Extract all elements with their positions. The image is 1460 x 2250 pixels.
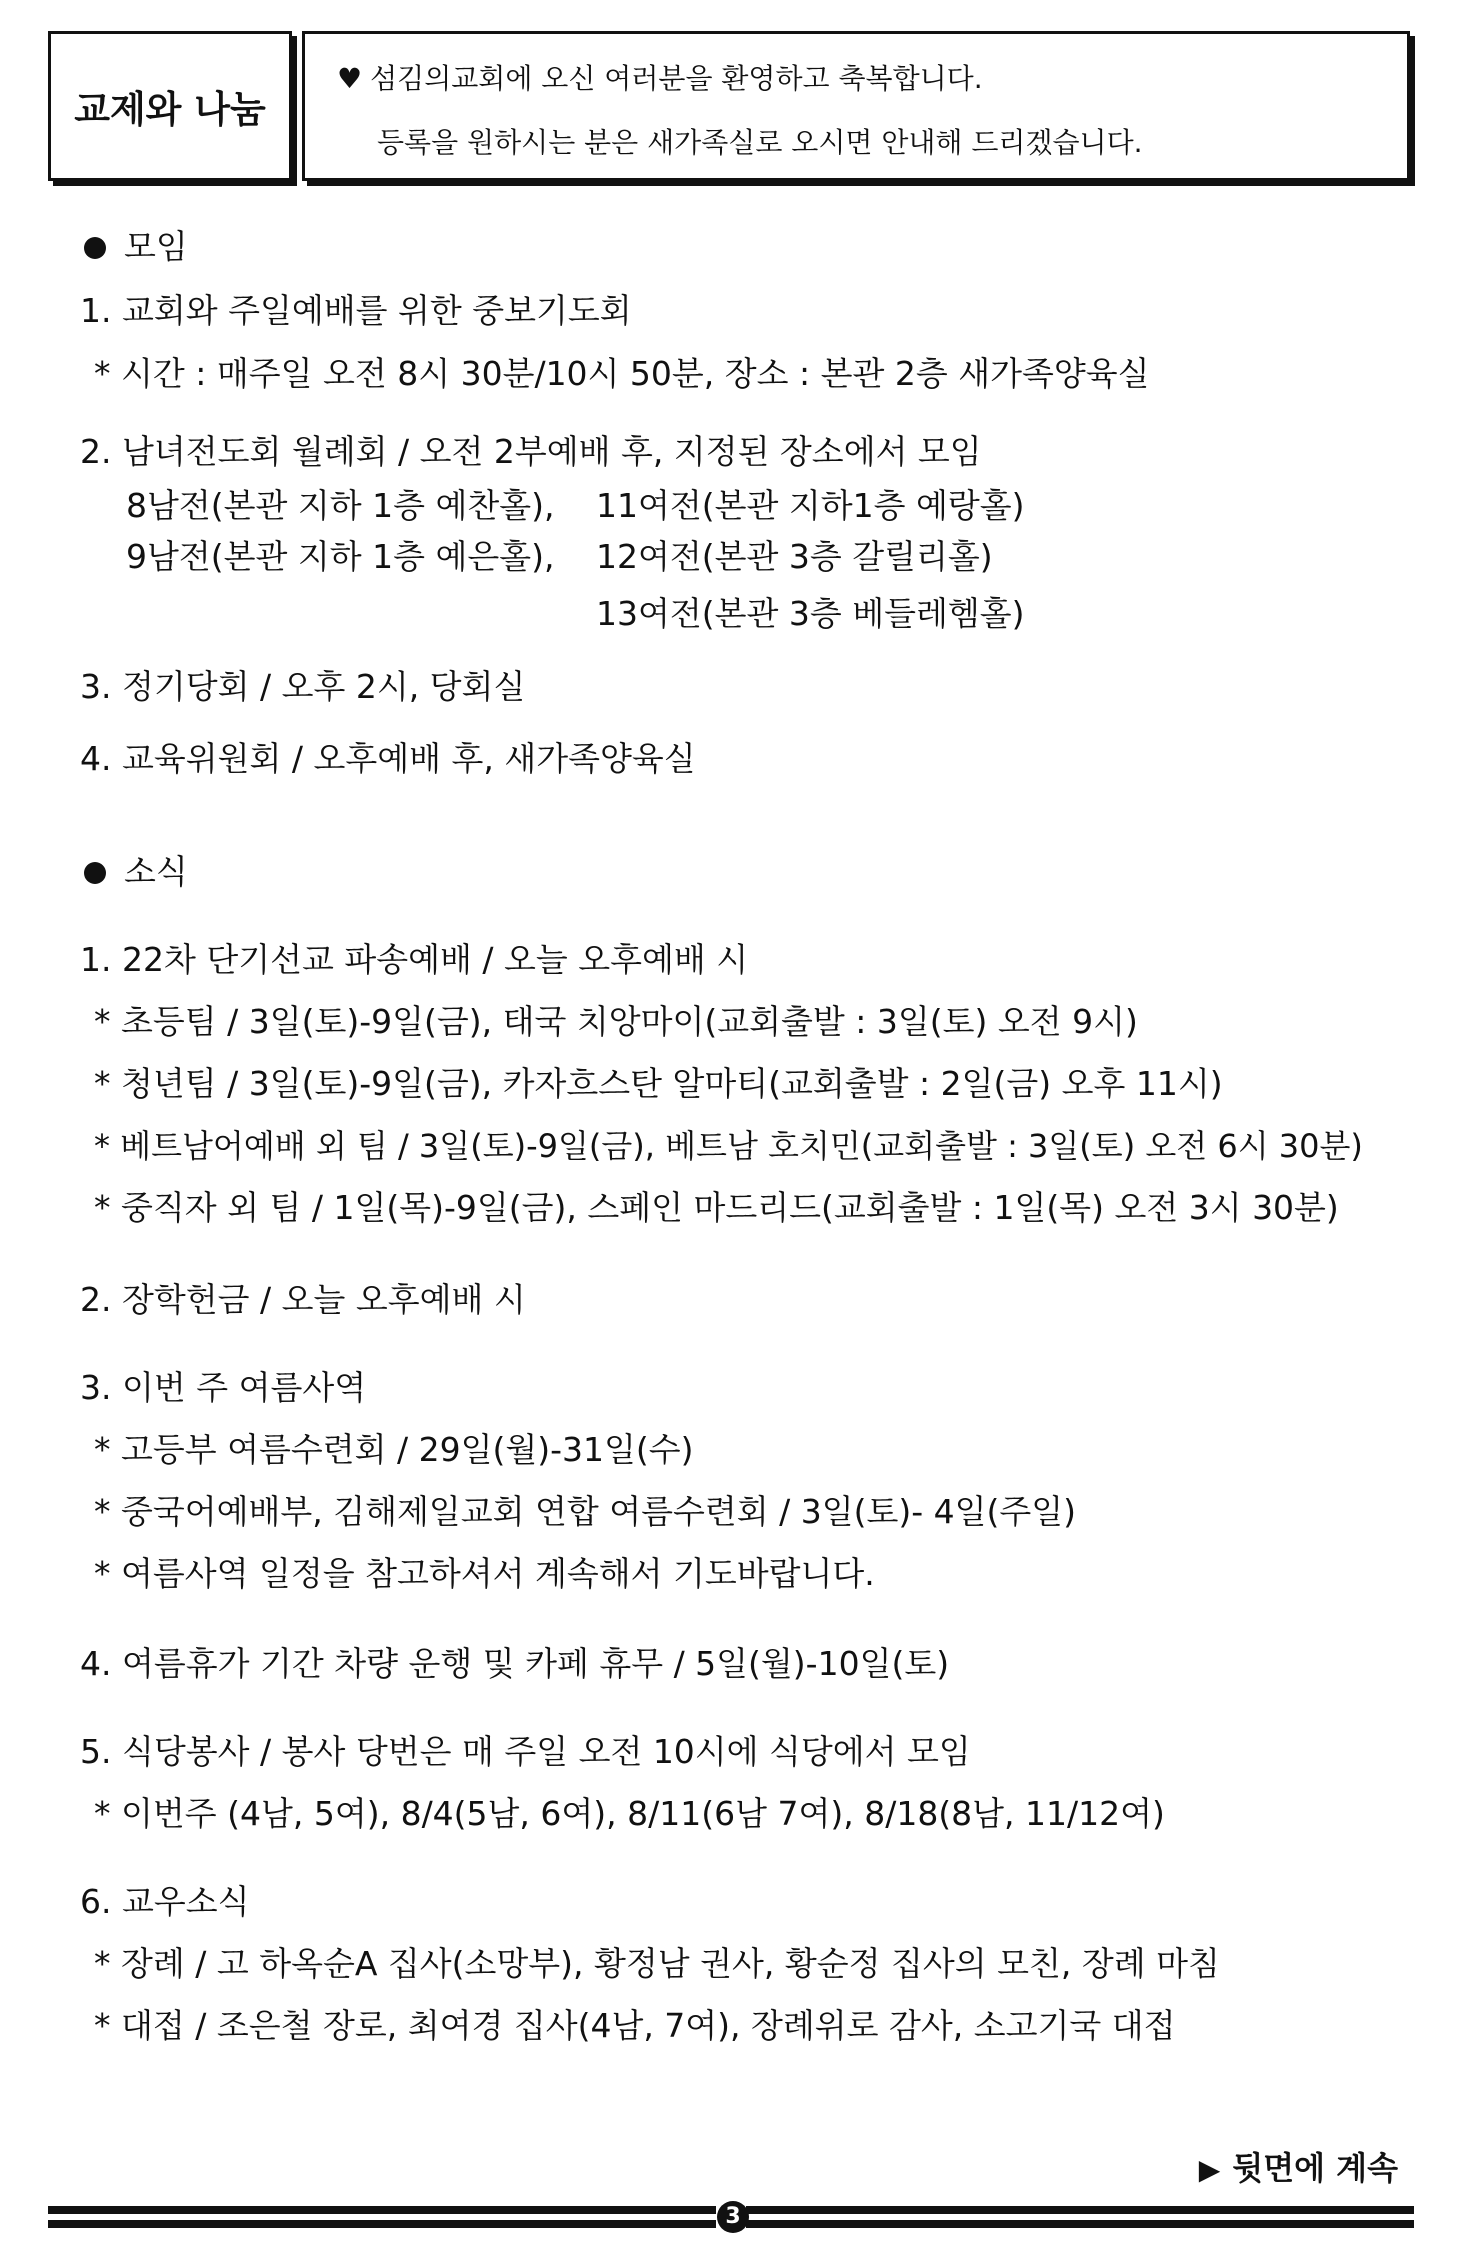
list-item: * 시간 : 매주일 오전 8시 30분/10시 50분, 장소 : 본관 2층 새가족양육실 [94, 354, 1150, 393]
list-item: 5. 식당봉사 / 봉사 당번은 매 주일 오전 10시에 식당에서 모임 [80, 1732, 971, 1771]
list-item: 4. 교육위원회 / 오후예배 후, 새가족양육실 [80, 739, 696, 778]
list-item: * 중국어예배부, 김해제일교회 연합 여름수련회 / 3일(토)- 4일(주일) [94, 1492, 1077, 1531]
continue-on-back-label: ▶ 뒷면에 계속 [1198, 2149, 1398, 2187]
list-item: 3. 이번 주 여름사역 [80, 1368, 367, 1407]
list-item: 3. 정기당회 / 오후 2시, 당회실 [80, 667, 526, 706]
welcome-box [302, 31, 1410, 181]
list-item: * 청년팀 / 3일(토)-9일(금), 카자흐스탄 알마티(교회출발 : 2일(금) 오후 11시) [94, 1064, 1223, 1103]
list-item: 2. 장학헌금 / 오늘 오후예배 시 [80, 1280, 526, 1319]
section-title-box [48, 31, 292, 181]
list-item: 1. 22차 단기선교 파송예배 / 오늘 오후예배 시 [80, 940, 749, 979]
page-footer [48, 2198, 1414, 2238]
list-item: 11여전(본관 지하1층 예랑홀) [596, 486, 1025, 525]
list-item: 8남전(본관 지하 1층 예찬홀), [126, 486, 555, 525]
bullet-icon [84, 237, 106, 259]
bullet-icon [84, 862, 106, 884]
list-item: * 중직자 외 팀 / 1일(목)-9일(금), 스페인 마드리드(교회출발 : 1일(목) 오전 3시 30분) [94, 1188, 1339, 1227]
footer-rule-right [746, 2206, 1414, 2228]
list-item: * 대접 / 조은철 장로, 최여경 집사(4남, 7여), 장례위로 감사, 소고기국 대접 [94, 2006, 1176, 2045]
section-heading-news: 소식 [84, 850, 188, 894]
list-item: * 장례 / 고 하옥순A 집사(소망부), 황정남 권사, 황순정 집사의 모친, 장례 마침 [94, 1944, 1220, 1983]
list-item: * 초등팀 / 3일(토)-9일(금), 태국 치앙마이(교회출발 : 3일(토) 오전 9시) [94, 1002, 1138, 1041]
triangle-right-icon: ▶ [1198, 2153, 1221, 2186]
footer-rule-left [48, 2206, 716, 2228]
list-item: * 여름사역 일정을 참고하셔서 계속해서 기도바랍니다. [94, 1554, 875, 1593]
list-item: 4. 여름휴가 기간 차량 운행 및 카페 휴무 / 5일(월)-10일(토) [80, 1644, 950, 1683]
list-item: * 고등부 여름수련회 / 29일(월)-31일(수) [94, 1430, 694, 1469]
welcome-line-2: 등록을 원하시는 분은 새가족실로 오시면 안내해 드리겠습니다. [377, 126, 1143, 159]
list-item: 9남전(본관 지하 1층 예은홀), [126, 537, 555, 576]
section-title: 교제와 나눔 [74, 88, 266, 131]
section-heading-gathering: 모임 [84, 225, 188, 269]
list-item: * 베트남어예배 외 팀 / 3일(토)-9일(금), 베트남 호치민(교회출발 : 3일(토) 오전 6시 30분) [94, 1127, 1363, 1165]
list-item: * 이번주 (4남, 5여), 8/4(5남, 6여), 8/11(6남 7여), 8/18(8남, 11/12여) [94, 1794, 1165, 1833]
list-item: 1. 교회와 주일예배를 위한 중보기도회 [80, 291, 632, 330]
list-item: 2. 남녀전도회 월례회 / 오전 2부예배 후, 지정된 장소에서 모임 [80, 432, 982, 471]
list-item: 6. 교우소식 [80, 1882, 250, 1921]
page-number: 3 [717, 2201, 749, 2233]
list-item: 12여전(본관 3층 갈릴리홀) [596, 537, 993, 576]
heart-icon: ♥ [337, 62, 363, 95]
welcome-line-1: 섬김의교회에 오신 여러분을 환영하고 축복합니다. [370, 62, 983, 95]
list-item: 13여전(본관 3층 베들레헴홀) [596, 594, 1025, 633]
